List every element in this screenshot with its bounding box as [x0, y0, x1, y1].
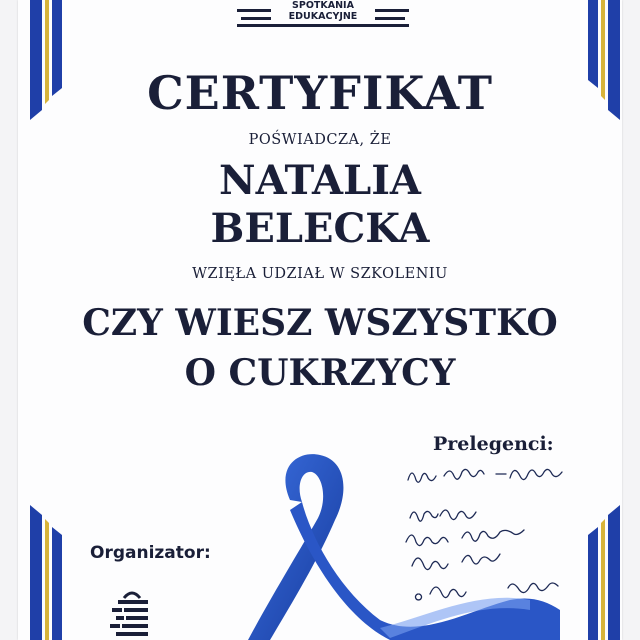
shopping-bag-icon: [110, 588, 154, 638]
certificate-title: CERTYFIKAT: [147, 66, 493, 120]
decorative-stripes-bottom-left: [28, 505, 68, 640]
spotkania-edukacyjne-logo: [237, 0, 409, 28]
logo-text-line1: SPOTKANIA: [292, 0, 354, 11]
logo-text-line2: EDUKACYJNE: [288, 11, 358, 22]
organizer-label: Organizator:: [90, 543, 211, 563]
participation-text: WZIĘŁA UDZIAŁ W SZKOLENIU: [192, 266, 448, 282]
recipient-last-name: BELECKA: [210, 205, 430, 252]
blue-ribbon-icon: [230, 450, 560, 640]
course-title-line2: O CUKRZYCY: [184, 352, 456, 394]
attests-text: POŚWIADCZA, ŻE: [248, 132, 392, 148]
recipient-first-name: NATALIA: [219, 157, 421, 204]
course-title-line1: CZY WIESZ WSZYSTKO: [82, 302, 558, 344]
speakers-label: Prelegenci:: [433, 433, 554, 455]
